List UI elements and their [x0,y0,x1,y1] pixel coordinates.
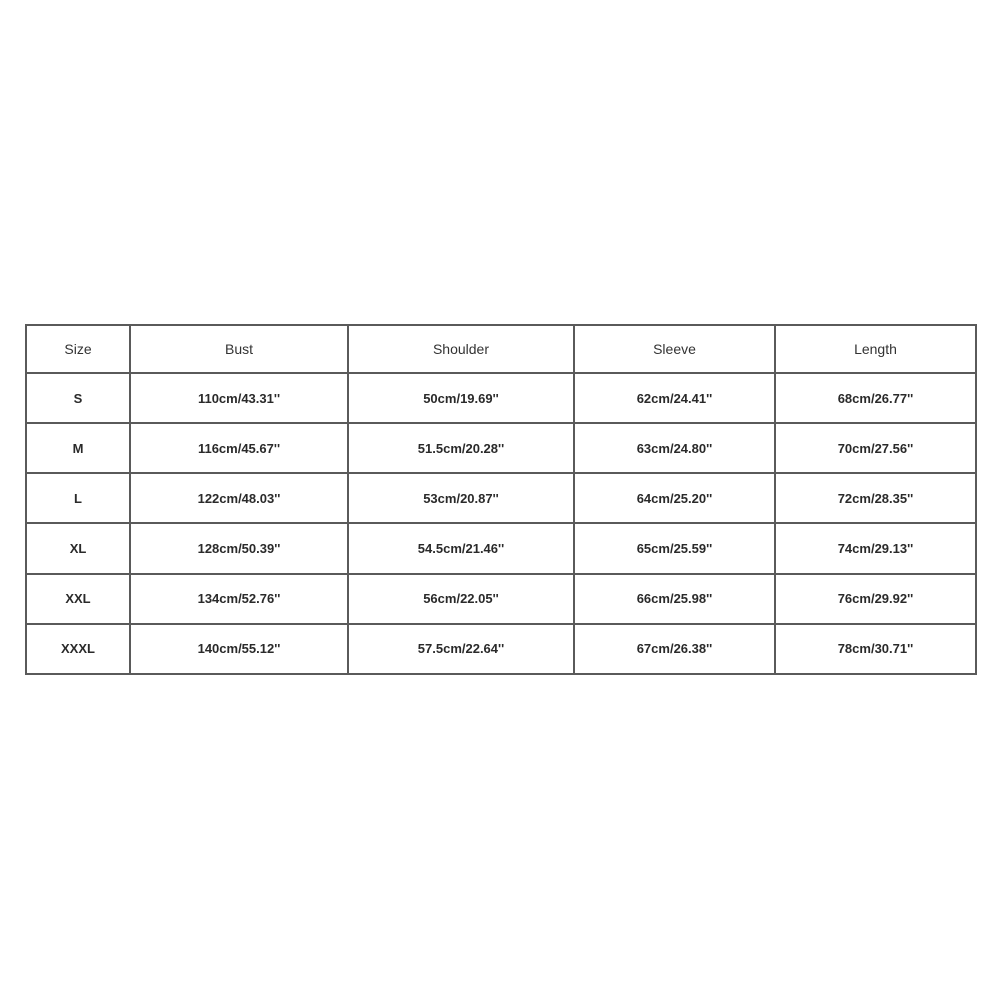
header-length: Length [775,325,976,373]
table-row [26,373,976,423]
shoulder-cell: 51.5cm/20.28'' [348,423,574,473]
shoulder-cell: 56cm/22.05'' [348,574,574,624]
shoulder-cell: 57.5cm/22.64'' [348,624,574,674]
length-cell: 68cm/26.77'' [775,373,976,423]
table-row [26,574,976,624]
table-row [26,624,976,674]
table-row [26,523,976,573]
header-row [26,325,976,373]
length-cell: 74cm/29.13'' [775,523,976,573]
shoulder-cell: 53cm/20.87'' [348,473,574,523]
length-cell: 76cm/29.92'' [775,574,976,624]
sleeve-cell: 67cm/26.38'' [574,624,775,674]
sleeve-cell: 63cm/24.80'' [574,423,775,473]
size-chart-table [25,324,977,675]
bust-cell: 116cm/45.67'' [130,423,348,473]
length-cell: 72cm/28.35'' [775,473,976,523]
size-cell: XL [26,523,130,573]
bust-cell: 128cm/50.39'' [130,523,348,573]
sleeve-cell: 65cm/25.59'' [574,523,775,573]
header-bust: Bust [130,325,348,373]
table-row [26,423,976,473]
length-cell: 78cm/30.71'' [775,624,976,674]
bust-cell: 122cm/48.03'' [130,473,348,523]
shoulder-cell: 50cm/19.69'' [348,373,574,423]
size-cell: L [26,473,130,523]
header-size: Size [26,325,130,373]
bust-cell: 140cm/55.12'' [130,624,348,674]
sleeve-cell: 62cm/24.41'' [574,373,775,423]
size-cell: XXXL [26,624,130,674]
header-shoulder: Shoulder [348,325,574,373]
size-cell: S [26,373,130,423]
header-sleeve: Sleeve [574,325,775,373]
size-cell: M [26,423,130,473]
sleeve-cell: 64cm/25.20'' [574,473,775,523]
shoulder-cell: 54.5cm/21.46'' [348,523,574,573]
length-cell: 70cm/27.56'' [775,423,976,473]
bust-cell: 134cm/52.76'' [130,574,348,624]
bust-cell: 110cm/43.31'' [130,373,348,423]
sleeve-cell: 66cm/25.98'' [574,574,775,624]
table-row [26,473,976,523]
size-cell: XXL [26,574,130,624]
